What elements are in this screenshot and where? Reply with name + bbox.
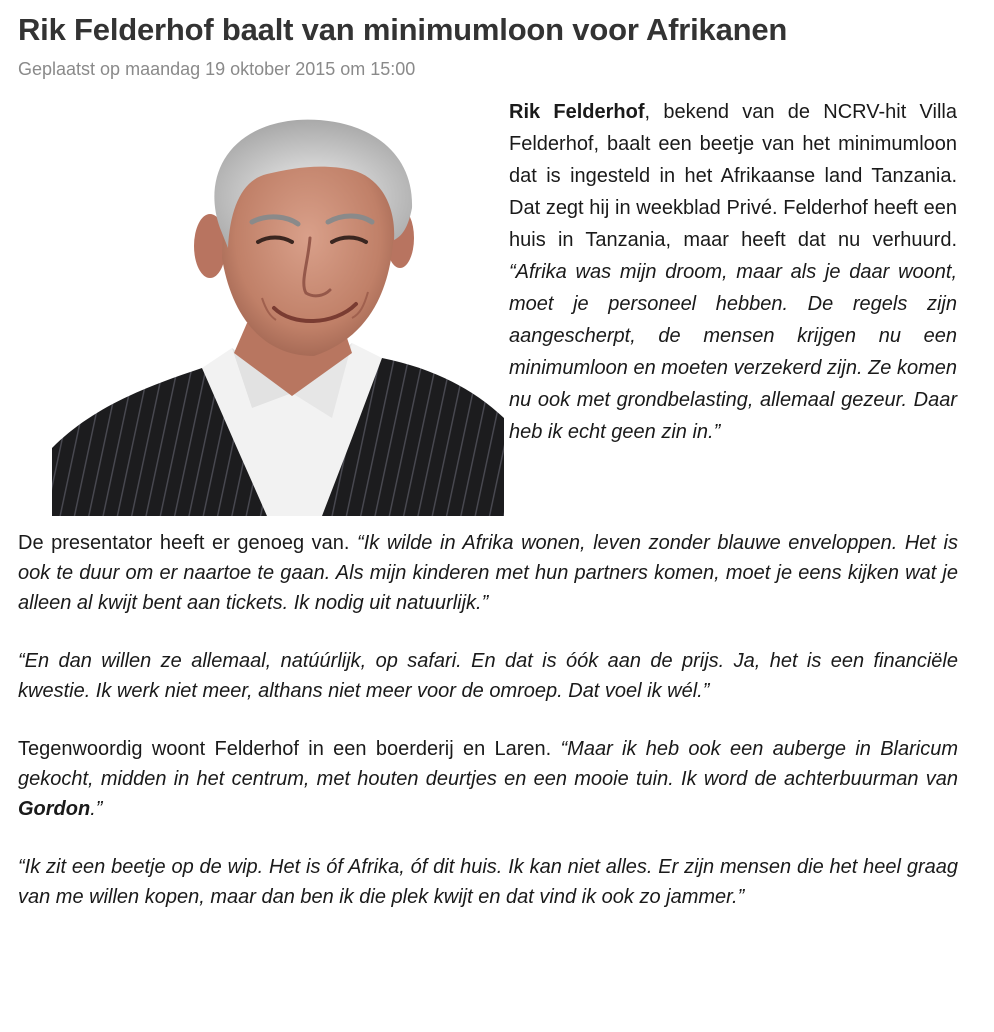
lead-paragraph bbox=[509, 96, 957, 448]
post-date: Geplaatst op maandag 19 oktober 2015 om 15:00 bbox=[18, 59, 416, 79]
lead-body: , bekend van de NCRV-hit Villa Felderhof, baalt een beetje van het minimumloon dat is ingesteld in het Afrikaanse land Tanzania. Dat zegt hij in weekblad Privé. Felderhof heeft een huis in Tanzania, maar heeft dat nu verhuurd. bbox=[509, 101, 957, 251]
portrait-photo bbox=[52, 118, 504, 516]
person-name: Rik Felderhof bbox=[509, 101, 645, 123]
gordon-name: Gordon bbox=[18, 798, 91, 820]
paragraph-5 bbox=[18, 852, 958, 912]
paragraph-4-quote-end: .” bbox=[90, 798, 103, 820]
article bbox=[18, 0, 958, 940]
lead-section bbox=[18, 96, 958, 528]
paragraph-3-quote: “En dan willen ze allemaal, natúúrlijk, op safari. En dat is óók aan de prijs. Ja, het is een financiële kwestie. Ik werk niet meer, althans niet meer voor de omroep. Dat voel ik wél.” bbox=[18, 650, 958, 702]
paragraph-2-quote: “Ik wilde in Afrika wonen, leven zonder blauwe enveloppen. Het is ook te duur om er naartoe te gaan. Als mijn kinderen met hun partners komen, moet je eens kijken wat je alleen al kwijt bent aan tickets. Ik nodig uit natuurlijk.” bbox=[18, 532, 958, 614]
paragraph-4-quote-start: “Maar ik heb ook een auberge in Blaricum gekocht, midden in het centrum, met houten deurtjes en een mooie tuin. Ik word de achterbuurman van bbox=[18, 738, 959, 790]
paragraph-4 bbox=[18, 734, 958, 824]
paragraph-5-quote: “Ik zit een beetje op de wip. Het is óf Afrika, óf dit huis. Ik kan niet alles. Er zijn mensen die het heel graag van me willen kopen, maar dan ben ik die plek kwijt en dat vind ik ook zo jammer.” bbox=[18, 856, 958, 908]
paragraph-4-text: Tegenwoordig woont Felderhof in een boerderij en Laren. bbox=[18, 738, 561, 760]
paragraph-3 bbox=[18, 646, 958, 706]
portrait-illustration bbox=[52, 118, 504, 516]
article-title: Rik Felderhof baalt van minimumloon voor Afrikanen bbox=[18, 12, 788, 47]
paragraph-2-text: De presentator heeft er genoeg van. bbox=[18, 532, 358, 554]
paragraph-2 bbox=[18, 528, 958, 618]
lead-quote: “Afrika was mijn droom, maar als je daar woont, moet je personeel hebben. De regels zijn aangescherpt, de mensen krijgen nu een minimumloon en moeten verzekerd zijn. Ze komen nu ook met grondbelasting, allemaal gezeur. Daar heb ik echt geen zin in.” bbox=[509, 261, 957, 443]
